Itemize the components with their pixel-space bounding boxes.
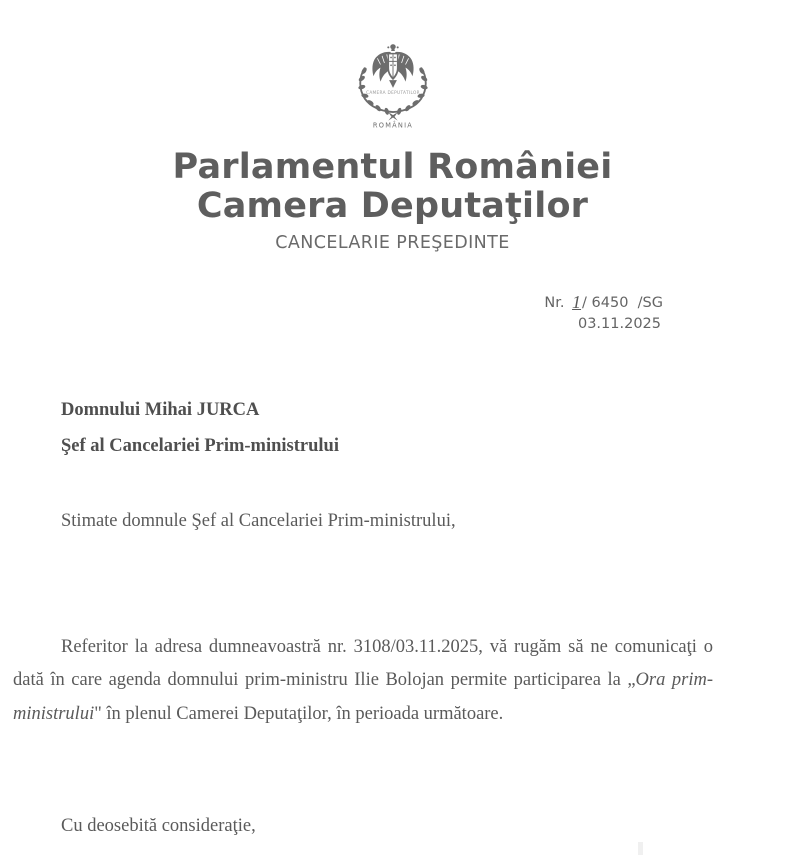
org-title-line2: Camera Deputaţilor [196,186,589,226]
org-title-line1: Parlamentul României [172,147,613,187]
letterhead [0,38,785,254]
scan-artifact [638,842,643,855]
svg-text:CAMERA DEPUTATILOR: CAMERA DEPUTATILOR [365,91,420,97]
body-text-part1: Referitor la adresa dumneavoastră nr. 3108/03.11.2025, vă rugăm să ne comunicaţi o dată în care agenda domnului prim-ministru Ilie Bolojan permite participarea la [13,636,713,690]
salutation: Stimate domnule Şef al Cancelariei Prim-ministrului, [61,511,456,531]
registration-number: 6450 [591,295,629,311]
quoted-phrase: Ora prim-ministrului [13,670,714,724]
quote-open: „ [627,670,636,690]
registration-label: Nr. [544,295,565,311]
registration-separator-2: /SG [637,295,663,311]
addressee-position: Şef al Cancelariei Prim-ministrului [61,436,339,456]
closing-line: Cu deosebită consideraţie, [61,816,256,836]
addressee-block [61,392,339,464]
body-paragraph [13,631,713,732]
handwritten-number: 1 [572,292,582,312]
registration-number-line [544,291,663,314]
registration-date: 03.11.2025 [577,316,661,332]
svg-text:ROMÂNIA: ROMÂNIA [372,121,413,130]
org-subtitle: CANCELARIE PREŞEDINTE [275,233,510,253]
registration-separator-1: / [582,295,587,311]
coat-of-arms-icon [345,38,441,130]
addressee-name: Domnului Mihai JURCA [61,400,260,420]
body-text-part2: în plenul Camerei Deputaţilor, în perioada următoare. [101,703,504,724]
quote-close: " [94,703,102,724]
registration-block [544,291,663,335]
page-title [0,148,785,226]
